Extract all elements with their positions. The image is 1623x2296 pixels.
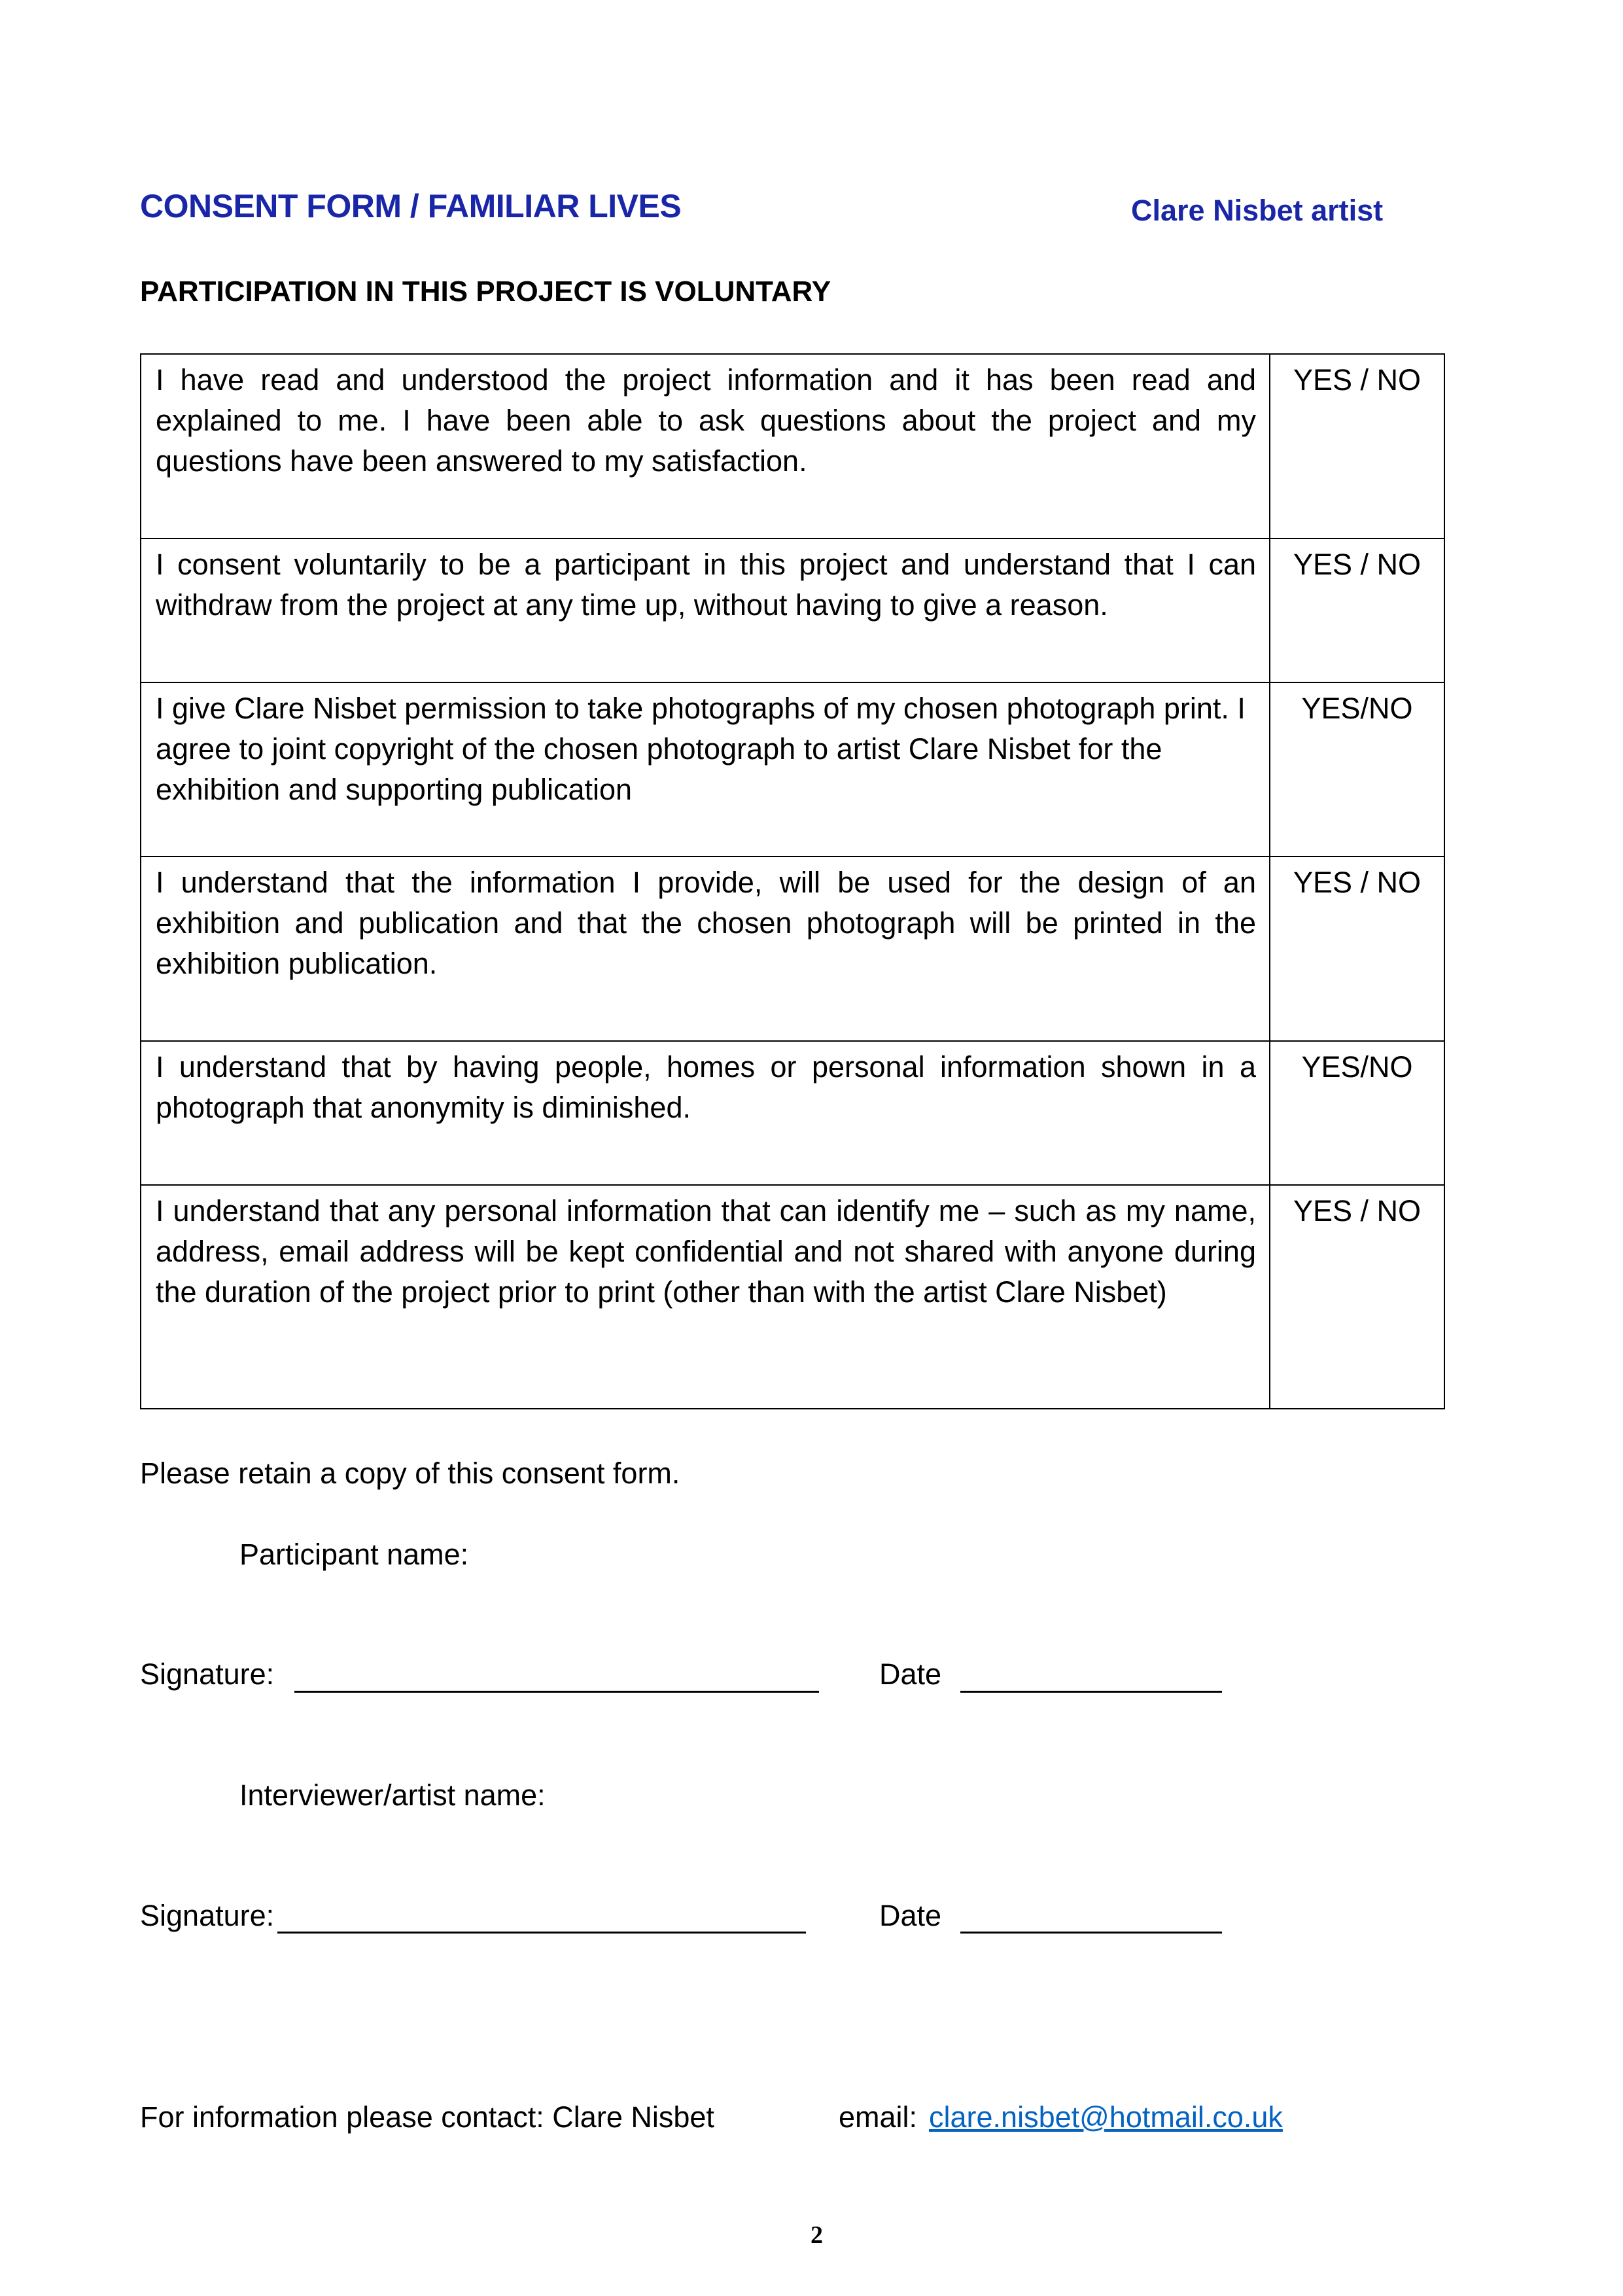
retain-note: Please retain a copy of this consent form. [140,1457,680,1490]
page-number: 2 [811,2221,823,2249]
participant-date-line[interactable] [960,1691,1222,1693]
participant-signature-line[interactable] [294,1691,819,1693]
consent-statement: I give Clare Nisbet permission to take photographs of my chosen photograph print. I agree to joint copyright of the chosen photograph to artist Clare Nisbet for the exhibition and supporting publication [141,682,1270,857]
interviewer-name-label: Interviewer/artist name: [239,1778,546,1812]
yes-no-answer: YES / NO [1270,354,1444,539]
consent-statement: I understand that the information I provide, will be used for the design of an exhibition and publication and that the chosen photograph will be printed in the exhibition publication. [141,857,1270,1041]
table-row [141,354,1444,539]
table-row [141,1041,1444,1185]
table-row [141,1185,1444,1409]
interviewer-date-line[interactable] [960,1932,1222,1934]
consent-statement: I understand that any personal information that can identify me – such as my name, address, email address will be kept confidential and not shared with anyone during the duration of the project prior to print (other than with the artist Clare Nisbet) [141,1185,1270,1409]
yes-no-answer: YES/NO [1270,682,1444,857]
consent-statement: I understand that by having people, homes or personal information shown in a photograph that anonymity is diminished. [141,1041,1270,1185]
contact-info: For information please contact: Clare Nisbet [140,2100,714,2134]
interviewer-signature-line[interactable] [277,1932,806,1934]
email-label: email: [839,2100,918,2134]
table-row [141,539,1444,682]
consent-statement: I have read and understood the project information and it has been read and explained to me. I have been able to ask questions about the project and my questions have been answered to my satisfaction. [141,354,1270,539]
yes-no-answer: YES / NO [1270,857,1444,1041]
interviewer-signature-label: Signature: [140,1899,275,1932]
form-title: CONSENT FORM / FAMILIAR LIVES [140,188,682,224]
email-link[interactable]: clare.nisbet@hotmail.co.uk [929,2100,1283,2134]
table-row [141,682,1444,857]
yes-no-answer: YES / NO [1270,1185,1444,1409]
artist-name: Clare Nisbet artist [1131,194,1384,227]
participant-date-label: Date [879,1657,942,1691]
table-row [141,857,1444,1041]
yes-no-answer: YES / NO [1270,539,1444,682]
interviewer-date-label: Date [879,1899,942,1932]
participant-signature-label: Signature: [140,1657,275,1691]
participant-name-label: Participant name: [239,1538,469,1571]
consent-table [140,353,1445,1409]
yes-no-answer: YES/NO [1270,1041,1444,1185]
voluntary-heading: PARTICIPATION IN THIS PROJECT IS VOLUNTARY [140,275,831,308]
consent-statement: I consent voluntarily to be a participant in this project and understand that I can withdraw from the project at any time up, without having to give a reason. [141,539,1270,682]
